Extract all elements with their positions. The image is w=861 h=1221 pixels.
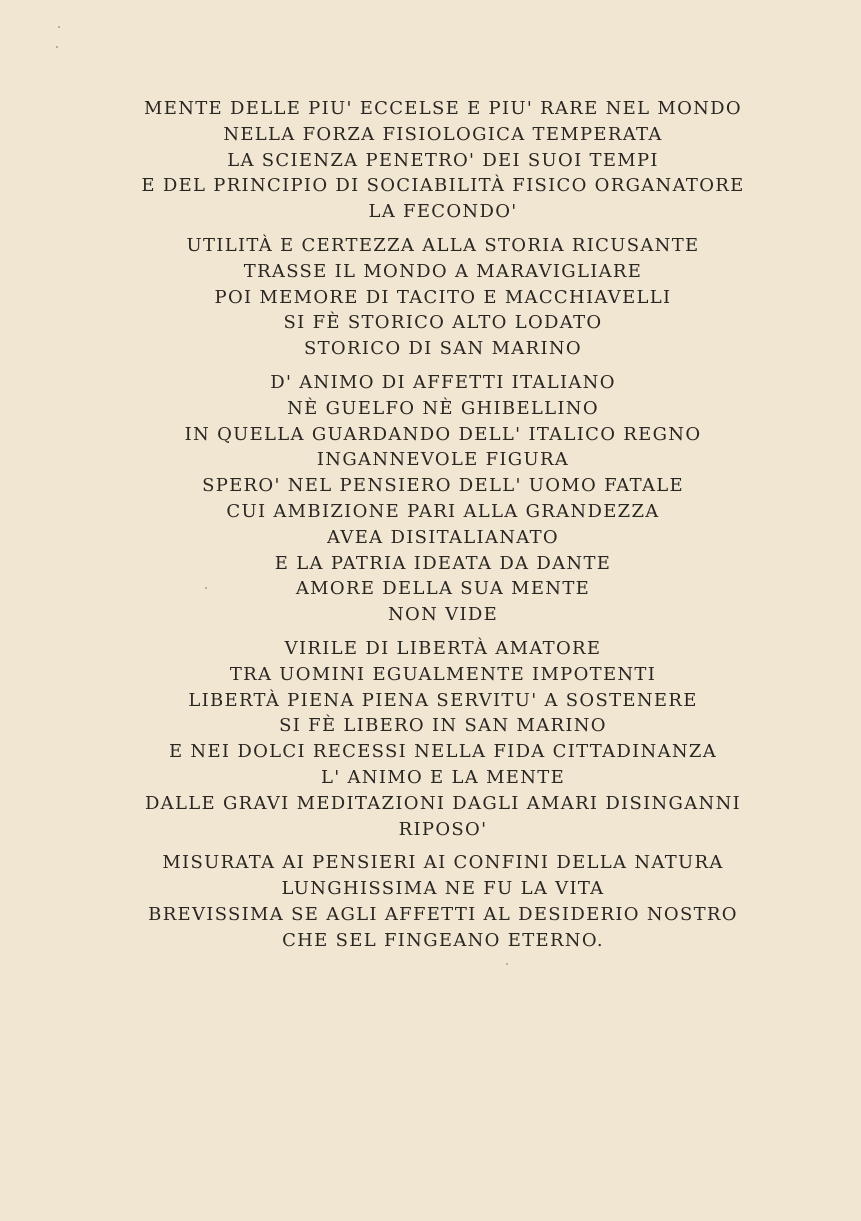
text-line: BREVISSIMA SE AGLI AFFETTI AL DESIDERIO NOSTRO: [148, 904, 738, 925]
text-line: MISURATA AI PENSIERI AI CONFINI DELLA NATURA: [162, 852, 724, 874]
inscription-text: [0, 96, 861, 954]
text-line: STORICO DI SAN MARINO: [304, 338, 582, 359]
text-line: LA FECONDO': [368, 201, 518, 222]
text-line: LIBERTÀ PIENA PIENA SERVITU' A SOSTENERE: [188, 689, 698, 711]
stanza-1: [0, 96, 861, 225]
text-line: LUNGHISSIMA NE FU LA VITA: [281, 878, 605, 899]
text-line: D' ANIMO DI AFFETTI ITALIANO: [270, 372, 616, 393]
text-line: MENTE DELLE PIU' ECCELSE E PIU' RARE NEL MONDO: [144, 98, 742, 119]
text-line: RIPOSO': [398, 818, 488, 840]
text-line: SPERO' NEL PENSIERO DELL' UOMO FATALE: [202, 475, 684, 496]
text-line: TRA UOMINI EGUALMENTE IMPOTENTI: [229, 663, 657, 685]
stanza-5: [0, 850, 861, 953]
paper-speck: [58, 26, 60, 28]
text-line: IN QUELLA GUARDANDO DELL' ITALICO REGNO: [184, 423, 702, 445]
text-line: L' ANIMO E LA MENTE: [320, 767, 566, 788]
text-line: NÈ GUELFO NÈ GHIBELLINO: [287, 397, 599, 419]
stanza-3: [0, 370, 861, 628]
text-line: CHE SEL FINGEANO ETERNO.: [282, 929, 604, 951]
stanza-2: [0, 233, 861, 362]
text-line: SI FÈ LIBERO IN SAN MARINO: [279, 715, 607, 737]
stanza-4: [0, 636, 861, 842]
text-line: E LA PATRIA IDEATA DA DANTE: [274, 552, 612, 574]
text-line: NELLA FORZA FISIOLOGICA TEMPERATA: [223, 124, 663, 145]
text-line: E NEI DOLCI RECESSI NELLA FIDA CITTADINANZA: [168, 741, 718, 762]
text-line: AMORE DELLA SUA MENTE: [295, 578, 591, 600]
text-line: VIRILE DI LIBERTÀ AMATORE: [284, 638, 602, 659]
text-line: TRASSE IL MONDO A MARAVIGLIARE: [243, 260, 643, 282]
text-line: POI MEMORE DI TACITO E MACCHIAVELLI: [214, 286, 672, 308]
text-line: SI FÈ STORICO ALTO LODATO: [283, 312, 603, 334]
paper-speck: [56, 46, 58, 48]
text-line: DALLE GRAVI MEDITAZIONI DAGLI AMARI DISINGANNI: [144, 792, 742, 814]
text-line: NON VIDE: [387, 604, 499, 625]
text-line: CUI AMBIZIONE PARI ALLA GRANDEZZA: [226, 501, 660, 522]
text-line: LA SCIENZA PENETRO' DEI SUOI TEMPI: [227, 149, 659, 171]
text-line: E DEL PRINCIPIO DI SOCIABILITÀ FISICO ORGANATORE: [141, 175, 745, 197]
paper-speck: [506, 963, 508, 965]
text-line: INGANNEVOLE FIGURA: [316, 449, 570, 471]
text-line: AVEA DISITALIANATO: [327, 526, 559, 548]
text-line: UTILITÀ E CERTEZZA ALLA STORIA RICUSANTE: [186, 235, 700, 256]
